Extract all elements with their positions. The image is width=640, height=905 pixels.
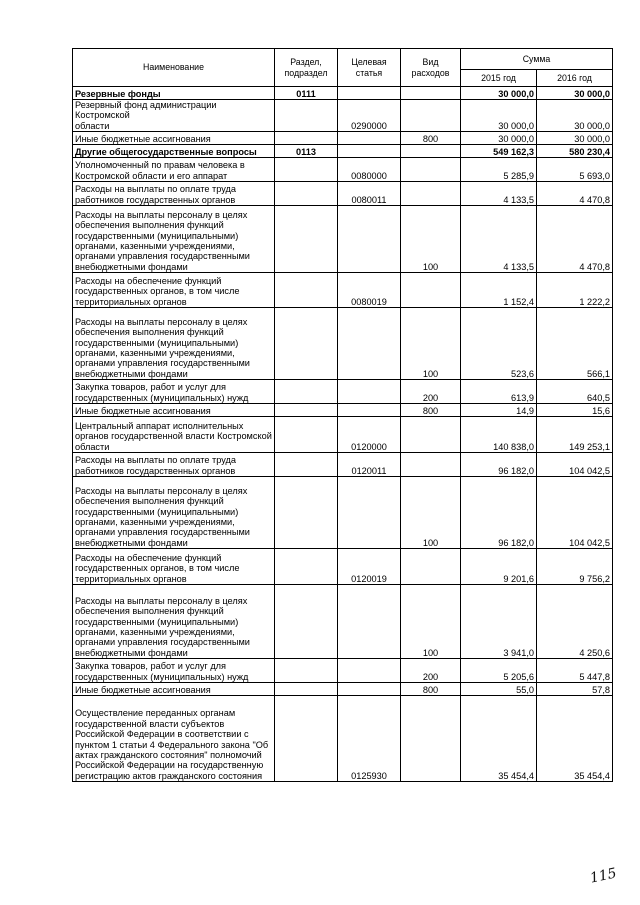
row-2016-cell: 9 756,2 <box>537 549 613 585</box>
row-name-cell: Уполномоченный по правам человека в Костромской области и его аппарат <box>73 158 275 182</box>
row-section-cell <box>275 683 338 696</box>
row-2016-cell: 15,6 <box>537 404 613 417</box>
row-section-cell <box>275 158 338 182</box>
row-2016-cell: 1 222,2 <box>537 273 613 308</box>
row-2015-cell: 1 152,4 <box>461 273 537 308</box>
row-type-cell: 200 <box>401 659 461 683</box>
table-row <box>73 477 613 549</box>
row-type-cell <box>401 87 461 100</box>
row-2015-cell: 613,9 <box>461 380 537 404</box>
header-year-2016: 2016 год <box>537 70 613 87</box>
table-row <box>73 158 613 182</box>
row-2015-cell: 523,6 <box>461 308 537 380</box>
row-2015-cell: 14,9 <box>461 404 537 417</box>
row-target-cell <box>338 132 401 145</box>
row-target-cell <box>338 145 401 158</box>
row-2016-cell: 4 470,8 <box>537 206 613 273</box>
row-2016-cell: 35 454,4 <box>537 696 613 782</box>
row-target-cell: 0290000 <box>338 100 401 132</box>
row-type-cell: 100 <box>401 477 461 549</box>
row-name-cell: Резервные фонды <box>73 87 275 100</box>
row-2016-cell: 580 230,4 <box>537 145 613 158</box>
row-target-cell <box>338 87 401 100</box>
table-row <box>73 683 613 696</box>
row-2016-cell: 30 000,0 <box>537 132 613 145</box>
row-target-cell <box>338 206 401 273</box>
row-type-cell <box>401 549 461 585</box>
row-2016-cell: 640,5 <box>537 380 613 404</box>
row-type-cell <box>401 417 461 453</box>
row-type-cell: 100 <box>401 206 461 273</box>
row-name-cell: Расходы на выплаты персоналу в целях обеспечения выполнения функций государственными (муниципальными) органами, казенными учреждениями, органами управления государственными внебюджетными фондами <box>73 206 275 273</box>
row-2015-cell: 30 000,0 <box>461 87 537 100</box>
table-row <box>73 453 613 477</box>
row-type-cell <box>401 100 461 132</box>
row-type-cell <box>401 158 461 182</box>
row-name-cell: Расходы на выплаты персоналу в целях обеспечения выполнения функций государственными (муниципальными) органами, казенными учреждениями, органами управления государственными внебюджетными фондами <box>73 308 275 380</box>
row-2015-cell: 35 454,4 <box>461 696 537 782</box>
header-name: Наименование <box>73 49 275 87</box>
row-name-cell: Закупка товаров, работ и услуг для государственных (муниципальных) нужд <box>73 380 275 404</box>
row-2015-cell: 96 182,0 <box>461 453 537 477</box>
row-type-cell: 100 <box>401 585 461 659</box>
row-2016-cell: 104 042,5 <box>537 453 613 477</box>
row-type-cell: 100 <box>401 308 461 380</box>
row-2015-cell: 5 285,9 <box>461 158 537 182</box>
row-target-cell: 0080011 <box>338 182 401 206</box>
row-name-cell: Центральный аппарат исполнительных органов государственной власти Костромской области <box>73 417 275 453</box>
table-row <box>73 549 613 585</box>
row-2016-cell: 30 000,0 <box>537 87 613 100</box>
row-2016-cell: 57,8 <box>537 683 613 696</box>
row-section-cell <box>275 182 338 206</box>
row-target-cell: 0120011 <box>338 453 401 477</box>
row-2015-cell: 3 941,0 <box>461 585 537 659</box>
row-name-cell: Расходы на обеспечение функций государственных органов, в том числе территориальных органов <box>73 549 275 585</box>
row-2015-cell: 55,0 <box>461 683 537 696</box>
header-target: Целевая статья <box>338 49 401 87</box>
row-2015-cell: 30 000,0 <box>461 100 537 132</box>
row-section-cell: 0111 <box>275 87 338 100</box>
row-type-cell <box>401 273 461 308</box>
row-target-cell: 0120000 <box>338 417 401 453</box>
row-section-cell <box>275 308 338 380</box>
table-row <box>73 659 613 683</box>
row-name-cell: Иные бюджетные ассигнования <box>73 404 275 417</box>
row-name-cell: Осуществление переданных органам государственной власти субъектов Российской Федерации в соответствии с пунктом 1 статьи 4 Федерального закона "Об актах гражданского состояния" полномочий Российской Федерации на государственную регистрацию актов гражданского состояния <box>73 696 275 782</box>
table-row <box>73 182 613 206</box>
row-type-cell: 200 <box>401 380 461 404</box>
header-year-2015: 2015 год <box>461 70 537 87</box>
row-name-cell: Расходы на обеспечение функций государственных органов, в том числе территориальных органов <box>73 273 275 308</box>
row-type-cell <box>401 453 461 477</box>
row-name-cell: Закупка товаров, работ и услуг для государственных (муниципальных) нужд <box>73 659 275 683</box>
row-2015-cell: 4 133,5 <box>461 182 537 206</box>
row-target-cell: 0080019 <box>338 273 401 308</box>
row-target-cell <box>338 404 401 417</box>
row-section-cell <box>275 404 338 417</box>
row-target-cell: 0080000 <box>338 158 401 182</box>
row-section-cell <box>275 132 338 145</box>
header-type: Вид расходов <box>401 49 461 87</box>
table-row <box>73 696 613 782</box>
row-section-cell <box>275 100 338 132</box>
row-section-cell <box>275 417 338 453</box>
row-name-cell: Расходы на выплаты по оплате труда работников государственных органов <box>73 182 275 206</box>
row-2015-cell: 9 201,6 <box>461 549 537 585</box>
row-2015-cell: 549 162,3 <box>461 145 537 158</box>
row-section-cell <box>275 206 338 273</box>
header-sum: Сумма <box>461 49 613 70</box>
row-target-cell <box>338 659 401 683</box>
row-section-cell <box>275 659 338 683</box>
row-section-cell <box>275 696 338 782</box>
row-2015-cell: 96 182,0 <box>461 477 537 549</box>
table-row <box>73 308 613 380</box>
row-2016-cell: 30 000,0 <box>537 100 613 132</box>
table-row <box>73 404 613 417</box>
row-target-cell <box>338 683 401 696</box>
row-2016-cell: 149 253,1 <box>537 417 613 453</box>
row-section-cell <box>275 549 338 585</box>
row-name-cell: Другие общегосударственные вопросы <box>73 145 275 158</box>
row-section-cell: 0113 <box>275 145 338 158</box>
table-row <box>73 585 613 659</box>
table-row <box>73 87 613 100</box>
row-name-cell: Иные бюджетные ассигнования <box>73 683 275 696</box>
row-type-cell <box>401 145 461 158</box>
table-row <box>73 132 613 145</box>
row-section-cell <box>275 585 338 659</box>
row-2016-cell: 4 470,8 <box>537 182 613 206</box>
row-section-cell <box>275 273 338 308</box>
row-name-cell: Резервный фонд администрации Костромской области <box>73 100 275 132</box>
row-name-cell: Расходы на выплаты персоналу в целях обеспечения выполнения функций государственными (муниципальными) органами, казенными учреждениями, органами управления государственными внебюджетными фондами <box>73 477 275 549</box>
row-2016-cell: 4 250,6 <box>537 585 613 659</box>
row-name-cell: Иные бюджетные ассигнования <box>73 132 275 145</box>
row-2015-cell: 30 000,0 <box>461 132 537 145</box>
row-2015-cell: 140 838,0 <box>461 417 537 453</box>
row-2016-cell: 5 447,8 <box>537 659 613 683</box>
row-2016-cell: 5 693,0 <box>537 158 613 182</box>
table-row <box>73 100 613 132</box>
row-section-cell <box>275 453 338 477</box>
handwritten-page-mark: 115 <box>588 865 619 887</box>
row-type-cell: 800 <box>401 404 461 417</box>
budget-table <box>72 48 613 782</box>
row-target-cell: 0125930 <box>338 696 401 782</box>
table-row <box>73 273 613 308</box>
row-target-cell <box>338 380 401 404</box>
row-name-cell: Расходы на выплаты персоналу в целях обеспечения выполнения функций государственными (муниципальными) органами, казенными учреждениями, органами управления государственными внебюджетными фондами <box>73 585 275 659</box>
row-section-cell <box>275 380 338 404</box>
table-row <box>73 206 613 273</box>
row-target-cell: 0120019 <box>338 549 401 585</box>
row-target-cell <box>338 585 401 659</box>
row-type-cell: 800 <box>401 132 461 145</box>
row-type-cell <box>401 696 461 782</box>
row-target-cell <box>338 308 401 380</box>
row-2015-cell: 5 205,6 <box>461 659 537 683</box>
table-row <box>73 380 613 404</box>
table-body <box>73 87 613 782</box>
row-type-cell <box>401 182 461 206</box>
row-2016-cell: 566,1 <box>537 308 613 380</box>
row-section-cell <box>275 477 338 549</box>
row-type-cell: 800 <box>401 683 461 696</box>
table-row <box>73 145 613 158</box>
row-name-cell: Расходы на выплаты по оплате труда работников государственных органов <box>73 453 275 477</box>
row-2016-cell: 104 042,5 <box>537 477 613 549</box>
table-row <box>73 417 613 453</box>
header-section: Раздел, подраздел <box>275 49 338 87</box>
row-2015-cell: 4 133,5 <box>461 206 537 273</box>
row-target-cell <box>338 477 401 549</box>
